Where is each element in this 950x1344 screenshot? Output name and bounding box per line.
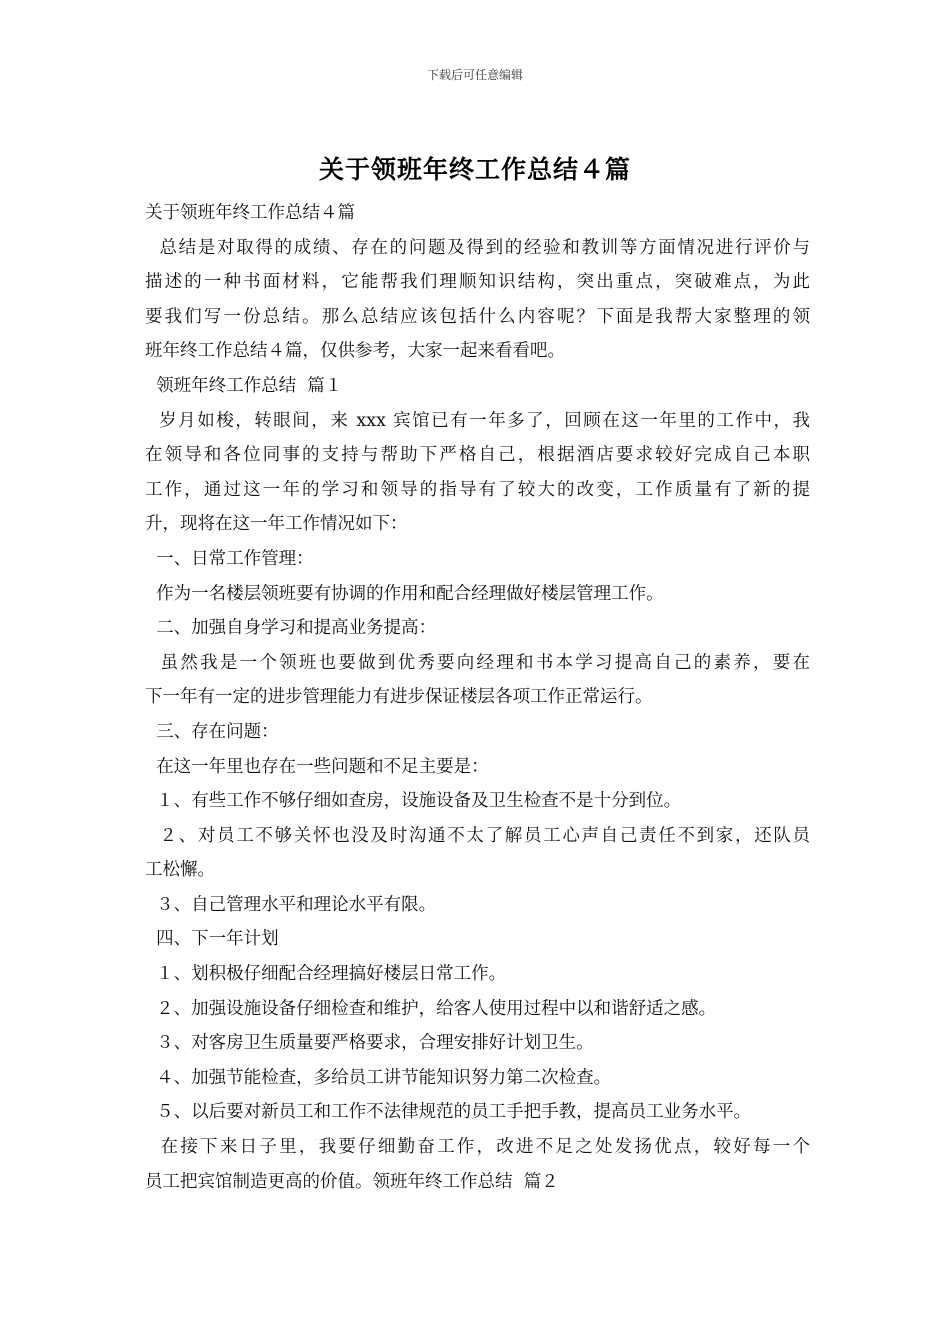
paragraph-line: 工松懈。 [145,860,215,881]
paragraph-line: ４、加强节能检查，多给员工讲节能知识努力第二次检查。 [145,1067,612,1088]
paragraph-line: ２、加强设施设备仔细检查和维护，给客人使用过程中以和谐舒适之感。 [145,998,717,1019]
paragraph-line: ５、以后要对新员工和工作不法律规范的员工手把手教，提高员工业务水平。 [145,1102,752,1123]
paragraph-line: 关于领班年终工作总结４篇 [145,203,355,223]
paragraph-line: 在领导和各位同事的支持与帮助下严格自己，根据酒店要求较好完成自己本职 [145,445,810,466]
paragraph-line: 四、下一年计划 [145,929,279,950]
paragraph-line: 工作，通过这一年的学习和领导的指导有了较大的改变，工作质量有了新的提 [145,479,810,500]
paragraph-line: 在接下来日子里，我要仔细勤奋工作，改进不足之处发扬优点，较好每一个 [145,1137,810,1158]
paragraph-line: 员工把宾馆制造更高的价值。领班年终工作总结 篇２ [145,1171,559,1192]
document-body [145,196,810,1199]
paragraph-line: 虽然我是一个领班也要做到优秀要向经理和书本学习提高自己的素养，要在 [145,652,810,673]
paragraph-line: ３、对客房卫生质量要严格要求，合理安排好计划卫生。 [145,1033,594,1054]
paragraph-line: 二、加强自身学习和提高业务提高： [145,618,437,639]
paragraph-line: 岁月如梭，转眼间，来 xxx 宾馆已有一年多了，回顾在这一年里的工作中，我 [145,410,810,431]
paragraph-line: 三、存在问题： [145,721,279,742]
paragraph-line: 领班年终工作总结 篇１ [145,375,343,396]
paragraph-line: 升，现将在这一年工作情况如下： [145,514,408,535]
paragraph-line: 在这一年里也存在一些问题和不足主要是： [145,756,489,777]
paragraph-line: 作为一名楼层领班要有协调的作用和配合经理做好楼层管理工作。 [145,583,664,604]
document-title: 关于领班年终工作总结４篇 [318,155,631,184]
paragraph-line: 总结是对取得的成绩、存在的问题及得到的经验和教训等方面情况进行评价与 [145,237,810,258]
paragraph-line: 描述的一种书面材料，它能帮我们理顺知识结构，突出重点，突破难点，为此 [145,272,810,293]
paragraph-line: １、划积极仔细配合经理搞好楼层日常工作。 [145,964,507,985]
paragraph-line: ３、自己管理水平和理论水平有限。 [145,894,437,915]
header-note: 下载后可任意编辑 [426,68,523,82]
paragraph-line: 班年终工作总结４篇，仅供参考，大家一起来看看吧。 [145,341,565,362]
paragraph-line: 一、日常工作管理： [145,548,314,569]
paragraph-line: ２、对员工不够关怀也没及时沟通不太了解员工心声自己责任不到家，还队员 [145,825,810,846]
paragraph-line: 下一年有一定的进步管理能力有进步保证楼层各项工作正常运行。 [145,687,653,708]
paragraph-line: １、有些工作不够仔细如查房，设施设备及卫生检查不是十分到位。 [145,791,682,812]
paragraph-line: 要我们写一份总结。那么总结应该包括什么内容呢？下面是我帮大家整理的领 [145,306,810,327]
